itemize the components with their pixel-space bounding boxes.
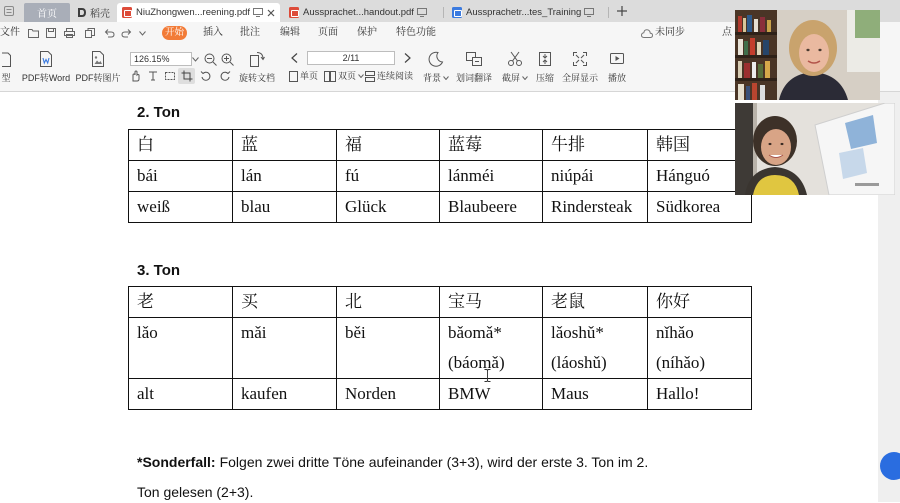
tone-2-table bbox=[128, 129, 752, 223]
tab-document-active[interactable] bbox=[117, 3, 280, 22]
cell-text: 白 bbox=[137, 135, 154, 154]
footnote-line-1 bbox=[137, 451, 648, 473]
monitor-icon[interactable] bbox=[253, 8, 263, 17]
view-label: 单页 bbox=[300, 71, 319, 81]
menu-insert[interactable]: 插入 bbox=[203, 27, 223, 38]
tab-separator bbox=[608, 7, 609, 18]
view-label: 双页 bbox=[338, 71, 357, 81]
table-cell bbox=[129, 130, 233, 161]
convert-icon bbox=[2, 51, 11, 67]
tab-label: Aussprachet...handout.pdf bbox=[303, 7, 414, 18]
table-row bbox=[129, 130, 752, 161]
tab-separator bbox=[443, 7, 444, 18]
table-cell bbox=[129, 192, 233, 223]
tool-label: PDF转Word bbox=[21, 73, 71, 83]
cell-text: kaufen bbox=[241, 384, 288, 403]
background-button[interactable] bbox=[419, 51, 453, 84]
cell-text: 蓝莓 bbox=[448, 135, 482, 154]
tool-label: 划词翻译 bbox=[455, 73, 492, 83]
tab-document[interactable] bbox=[284, 3, 434, 22]
participant-video-image bbox=[735, 10, 880, 100]
cell-text: 牛排 bbox=[551, 135, 585, 154]
continuous-read-button[interactable] bbox=[365, 70, 413, 82]
cell-text: lánméi bbox=[448, 166, 495, 185]
screenshot-button[interactable] bbox=[499, 51, 531, 84]
previous-page-icon[interactable] bbox=[291, 53, 298, 63]
tool-label: 型 bbox=[1, 73, 11, 83]
menu-edit[interactable]: 编辑 bbox=[280, 27, 300, 38]
participant-video-1 bbox=[735, 10, 880, 100]
table-row bbox=[129, 161, 752, 192]
pdf-file-icon bbox=[122, 7, 132, 18]
table-cell bbox=[543, 192, 648, 223]
table-cell bbox=[648, 318, 752, 379]
chevron-down-icon bbox=[522, 76, 528, 80]
tool-label: 播放 bbox=[607, 73, 626, 83]
close-icon[interactable] bbox=[267, 9, 275, 17]
section-heading-tone-3: 3. Ton bbox=[137, 262, 181, 279]
table-cell bbox=[129, 161, 233, 192]
save-icon[interactable] bbox=[46, 28, 56, 38]
pdf-to-image-button[interactable] bbox=[76, 51, 120, 84]
cell-text: 买 bbox=[241, 292, 258, 311]
undo-icon[interactable] bbox=[104, 28, 115, 38]
cell-text: Blaubeere bbox=[448, 197, 517, 216]
table-cell bbox=[440, 130, 543, 161]
table-cell bbox=[233, 161, 337, 192]
chevron-down-icon bbox=[443, 76, 449, 80]
cell-text: 宝马 bbox=[448, 292, 482, 311]
table-cell bbox=[337, 287, 440, 318]
double-page-icon bbox=[324, 71, 336, 82]
text-select-icon[interactable] bbox=[147, 70, 159, 82]
continuous-read-icon bbox=[365, 71, 375, 82]
table-cell bbox=[440, 318, 543, 379]
cell-text: lán bbox=[241, 166, 262, 185]
table-cell bbox=[543, 287, 648, 318]
convert-button[interactable] bbox=[0, 51, 12, 84]
zoom-input[interactable] bbox=[130, 52, 192, 66]
table-cell bbox=[233, 130, 337, 161]
footnote-text: Folgen zwei dritte Töne aufeinander (3+3), wird der erste 3. Ton im 2. bbox=[219, 454, 649, 470]
cell-text: Südkorea bbox=[656, 197, 721, 216]
rotate-document-button[interactable] bbox=[237, 51, 277, 84]
copy-icon[interactable] bbox=[85, 28, 95, 38]
area-select-icon[interactable] bbox=[164, 70, 176, 82]
tab-home[interactable] bbox=[24, 3, 70, 22]
rotate-right-icon[interactable] bbox=[219, 70, 231, 82]
cell-text: blau bbox=[241, 197, 271, 216]
cell-text: 北 bbox=[345, 292, 362, 311]
cell-text: alt bbox=[137, 384, 154, 403]
document-file-icon bbox=[452, 7, 462, 18]
cell-text: weiß bbox=[137, 197, 171, 216]
floating-action-button[interactable] bbox=[880, 452, 900, 480]
table-cell bbox=[440, 379, 543, 410]
cell-text: Glück bbox=[345, 197, 387, 216]
next-page-icon[interactable] bbox=[404, 53, 411, 63]
floating-button-clip bbox=[880, 452, 900, 480]
table-cell bbox=[233, 379, 337, 410]
translate-icon bbox=[466, 51, 482, 67]
cell-text: fú bbox=[345, 166, 360, 185]
cell-text: 韩国 bbox=[656, 135, 690, 154]
tool-label: PDF转图片 bbox=[75, 73, 121, 83]
monitor-icon[interactable] bbox=[584, 8, 594, 17]
table-cell bbox=[129, 318, 233, 379]
cell-text: 老 bbox=[137, 292, 154, 311]
rotate-left-icon[interactable] bbox=[200, 70, 212, 82]
compress-icon bbox=[537, 51, 553, 67]
table-cell bbox=[440, 192, 543, 223]
menu-start[interactable]: 开始 bbox=[162, 26, 187, 40]
tool-label bbox=[502, 72, 528, 84]
zoom-dropdown-icon[interactable] bbox=[192, 57, 199, 62]
cell-text: Rindersteak bbox=[551, 197, 633, 216]
chevron-down-icon[interactable] bbox=[139, 31, 146, 36]
double-page-button[interactable] bbox=[324, 70, 366, 82]
cell-text: bǎomǎ* bbox=[448, 323, 502, 342]
table-row bbox=[129, 192, 752, 223]
view-label: 连续阅读 bbox=[377, 71, 414, 81]
single-page-icon bbox=[289, 71, 298, 82]
tab-document[interactable] bbox=[447, 3, 603, 22]
text-cursor-icon bbox=[484, 369, 491, 382]
table-cell bbox=[233, 192, 337, 223]
table-cell bbox=[337, 130, 440, 161]
menu-annotate[interactable]: 批注 bbox=[240, 27, 260, 38]
cell-text: BMW bbox=[448, 384, 491, 403]
tool-label bbox=[423, 72, 449, 84]
page-number-input[interactable] bbox=[307, 51, 395, 65]
tool-label: 旋转文档 bbox=[238, 73, 275, 83]
crop-icon[interactable] bbox=[181, 70, 193, 82]
table-cell bbox=[543, 161, 648, 192]
cell-text: lǎo bbox=[137, 323, 158, 342]
cell-text: nǐhǎo bbox=[656, 323, 694, 342]
cell-text: (láoshǔ) bbox=[551, 353, 607, 372]
play-icon bbox=[609, 51, 625, 67]
cell-text: mǎi bbox=[241, 323, 267, 342]
table-cell bbox=[648, 287, 752, 318]
pdf-file-icon bbox=[289, 7, 299, 18]
table-row bbox=[129, 287, 752, 318]
tone-3-table bbox=[128, 286, 752, 410]
table-cell bbox=[233, 318, 337, 379]
moon-icon bbox=[428, 51, 444, 67]
menu-protect[interactable]: 保护 bbox=[357, 27, 377, 38]
table-cell bbox=[129, 379, 233, 410]
tab-daoke[interactable] bbox=[77, 3, 113, 22]
participant-video-image bbox=[735, 103, 895, 195]
cell-text: Hallo! bbox=[656, 384, 700, 403]
menu-page[interactable]: 页面 bbox=[318, 27, 338, 38]
play-button[interactable] bbox=[602, 51, 632, 84]
tool-label-text: 截屏 bbox=[501, 73, 520, 83]
monitor-icon[interactable] bbox=[417, 8, 427, 17]
table-cell bbox=[337, 161, 440, 192]
tool-label-text: 背景 bbox=[422, 73, 441, 83]
app-menu-icon[interactable] bbox=[4, 6, 14, 16]
open-folder-icon[interactable] bbox=[28, 28, 39, 38]
redo-icon[interactable] bbox=[121, 28, 132, 38]
cell-text: 福 bbox=[345, 135, 362, 154]
participant-video-2 bbox=[735, 103, 895, 195]
table-cell bbox=[337, 379, 440, 410]
tab-label: NiuZhongwen...reening.pdf bbox=[136, 7, 251, 18]
pdf-to-word-button[interactable] bbox=[23, 51, 69, 84]
table-cell bbox=[648, 379, 752, 410]
cell-text: 老鼠 bbox=[551, 292, 585, 311]
tab-label: 首页 bbox=[37, 9, 57, 20]
fullscreen-icon bbox=[572, 51, 588, 67]
table-cell bbox=[129, 287, 233, 318]
table-row bbox=[129, 318, 752, 379]
cell-text: (báomǎ) bbox=[448, 353, 505, 372]
table-cell bbox=[543, 379, 648, 410]
section-heading-tone-2: 2. Ton bbox=[137, 104, 181, 121]
compress-button[interactable] bbox=[530, 51, 560, 84]
table-cell bbox=[440, 161, 543, 192]
table-cell bbox=[543, 318, 648, 379]
translate-button[interactable] bbox=[454, 51, 494, 84]
tab-label: 稻壳 bbox=[90, 9, 110, 20]
footnote-line-2: Ton gelesen (2+3). bbox=[137, 484, 254, 500]
table-cell bbox=[233, 287, 337, 318]
table-cell bbox=[648, 192, 752, 223]
menu-file[interactable]: 文件 bbox=[0, 27, 20, 38]
tab-label: Aussprachetr...tes_Training bbox=[466, 7, 582, 18]
screenshot-icon bbox=[507, 51, 523, 67]
single-page-button[interactable] bbox=[289, 70, 318, 82]
cell-text: 蓝 bbox=[241, 135, 258, 154]
sync-status[interactable]: 未同步 bbox=[655, 27, 685, 38]
daoke-logo-icon bbox=[77, 7, 87, 18]
rotate-document-icon bbox=[249, 51, 265, 67]
zoom-in-icon[interactable] bbox=[221, 53, 234, 66]
cell-text: Maus bbox=[551, 384, 589, 403]
new-tab-plus-icon[interactable] bbox=[617, 6, 627, 16]
footnote-label: *Sonderfall: bbox=[137, 454, 216, 470]
cell-text: niúpái bbox=[551, 166, 594, 185]
cloud-icon bbox=[641, 29, 653, 38]
table-row bbox=[129, 379, 752, 410]
pdf-to-image-icon bbox=[90, 51, 106, 67]
pdf-to-word-icon bbox=[38, 51, 54, 67]
tool-label: 压缩 bbox=[535, 73, 554, 83]
cell-text: bái bbox=[137, 166, 158, 185]
tool-label: 全屏显示 bbox=[561, 73, 598, 83]
hand-tool-icon[interactable] bbox=[130, 70, 142, 82]
menu-features[interactable]: 特色功能 bbox=[396, 27, 436, 38]
chevron-down-icon bbox=[358, 74, 364, 78]
cell-text: běi bbox=[345, 323, 366, 342]
table-cell bbox=[543, 130, 648, 161]
cell-text: Hánguó bbox=[656, 166, 710, 185]
table-cell bbox=[337, 192, 440, 223]
table-cell bbox=[440, 287, 543, 318]
table-cell bbox=[337, 318, 440, 379]
menu-right-cut[interactable]: 点 bbox=[722, 27, 732, 38]
cell-text: 你好 bbox=[656, 292, 690, 311]
zoom-out-icon[interactable] bbox=[204, 53, 217, 66]
cell-text: (níhǎo) bbox=[656, 353, 706, 372]
cell-text: Norden bbox=[345, 384, 396, 403]
fullscreen-button[interactable] bbox=[560, 51, 600, 84]
cell-text: lǎoshǔ* bbox=[551, 323, 604, 342]
print-icon[interactable] bbox=[64, 28, 75, 38]
